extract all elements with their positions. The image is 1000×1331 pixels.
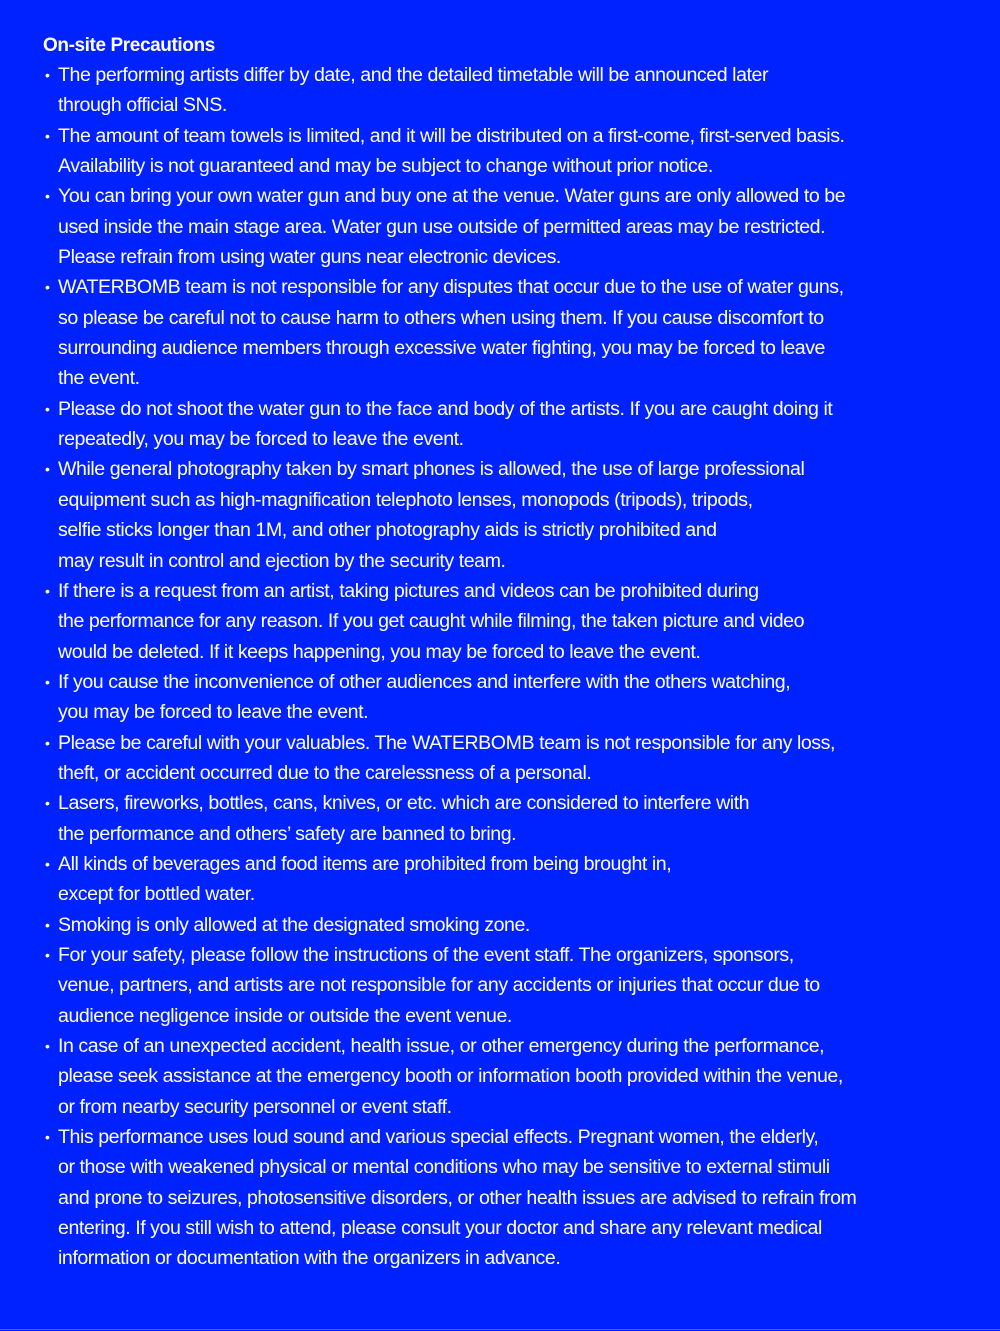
list-item-line: Please refrain from using water guns near electronic devices. (58, 246, 561, 269)
list-item-line: surrounding audience members through excessive water fighting, you may be forced to leave (58, 337, 826, 360)
list-item-line: entering. If you still wish to attend, please consult your doctor and share any relevant medical (58, 1217, 822, 1240)
list-item-line: the performance for any reason. If you get caught while filming, the taken picture and video (58, 610, 805, 633)
bullet-icon: • (45, 400, 50, 417)
list-item-line: would be deleted. If it keeps happening, you may be forced to leave the event. (58, 640, 701, 663)
list-item-line: and prone to seizures, photosensitive disorders, or other health issues are advised to refrain from (58, 1186, 857, 1209)
list-item-line: WATERBOMB team is not responsible for any disputes that occur due to the use of water guns, (58, 276, 844, 299)
bullet-icon: • (45, 916, 50, 933)
list-item-line: While general photography taken by smart phones is allowed, the use of large professional (58, 458, 805, 481)
precautions-section (43, 33, 983, 1274)
list-item-line: Availability is not guaranteed and may be subject to change without prior notice. (58, 155, 713, 178)
list-item-line: For your safety, please follow the instructions of the event staff. The organizers, sponsors, (58, 943, 794, 966)
list-item-line: If you cause the inconvenience of other audiences and interfere with the others watching, (58, 670, 791, 693)
bullet-icon: • (45, 188, 50, 205)
list-item-line: Smoking is only allowed at the designated smoking zone. (58, 913, 530, 936)
bullet-icon: • (45, 946, 50, 963)
list-item (43, 60, 983, 121)
list-item (43, 454, 983, 575)
list-item-line: Lasers, fireworks, bottles, cans, knives, or etc. which are considered to interfere with (58, 792, 750, 815)
list-item (43, 1122, 983, 1274)
list-item (43, 849, 983, 910)
list-item-line: If there is a request from an artist, taking pictures and videos can be prohibited during (58, 579, 759, 602)
bullet-icon: • (45, 582, 50, 599)
list-item-line: the event. (58, 367, 140, 390)
list-item-line: Please be careful with your valuables. The WATERBOMB team is not responsible for any loss, (58, 731, 835, 754)
list-item (43, 1031, 983, 1122)
list-item (43, 910, 983, 940)
list-item-line: All kinds of beverages and food items are prohibited from being brought in, (58, 852, 672, 875)
list-item (43, 728, 983, 789)
list-item-line: please seek assistance at the emergency booth or information booth provided within the venue, (58, 1065, 843, 1088)
list-item-line: The performing artists differ by date, and the detailed timetable will be announced later (58, 64, 769, 86)
list-item (43, 121, 983, 182)
list-item (43, 576, 983, 667)
bullet-icon: • (45, 67, 50, 83)
list-item-line: you may be forced to leave the event. (58, 701, 369, 724)
list-item-line: repeatedly, you may be forced to leave the event. (58, 428, 464, 451)
list-item-line: You can bring your own water gun and buy one at the venue. Water guns are only allowed to be (58, 185, 846, 208)
list-item-line: or from nearby security personnel or event staff. (58, 1095, 452, 1118)
bullet-icon: • (45, 855, 50, 872)
list-item-line: or those with weakened physical or mental conditions who may be sensitive to external stimuli (58, 1156, 830, 1179)
bullet-icon: • (45, 795, 50, 812)
section-title: On-site Precautions (43, 35, 215, 56)
list-item-line: except for bottled water. (58, 883, 255, 906)
list-item-line: This performance uses loud sound and various special effects. Pregnant women, the elderly, (58, 1126, 819, 1149)
list-item (43, 181, 983, 272)
list-item (43, 667, 983, 728)
list-item-line: may result in control and ejection by the security team. (58, 549, 506, 572)
list-item-line: In case of an unexpected accident, health issue, or other emergency during the performance, (58, 1035, 825, 1057)
list-item-line: theft, or accident occurred due to the carelessness of a personal. (58, 761, 592, 784)
list-item-line: audience negligence inside or outside the event venue. (58, 1004, 512, 1027)
bottom-divider (0, 1329, 1000, 1330)
list-item-line: used inside the main stage area. Water gun use outside of permitted areas may be restricted. (58, 215, 826, 238)
bullet-icon: • (45, 279, 50, 296)
list-item (43, 394, 983, 455)
list-item-line: Please do not shoot the water gun to the face and body of the artists. If you are caught doing it (58, 397, 833, 420)
list-item-line: venue, partners, and artists are not responsible for any accidents or injuries that occur due to (58, 974, 820, 997)
list-item (43, 940, 983, 1031)
list-item-line: so please be careful not to cause harm to others when using them. If you cause discomfort to (58, 306, 824, 329)
bullet-icon: • (45, 1129, 50, 1146)
bullet-icon: • (45, 127, 50, 144)
bullet-icon: • (45, 734, 50, 751)
precautions-list (43, 60, 983, 1274)
list-item-line: selfie sticks longer than 1M, and other photography aids is strictly prohibited and (58, 519, 717, 542)
list-item-line: through official SNS. (58, 94, 227, 117)
bullet-icon: • (45, 1038, 50, 1054)
list-item-line: The amount of team towels is limited, and it will be distributed on a first-come, first-served basis. (58, 124, 845, 147)
bullet-icon: • (45, 461, 50, 478)
list-item-line: the performance and others’ safety are banned to bring. (58, 822, 517, 845)
list-item (43, 788, 983, 849)
list-item-line: information or documentation with the organizers in advance. (58, 1247, 561, 1270)
list-item-line: equipment such as high-magnification telephoto lenses, monopods (tripods), tripods, (58, 488, 753, 511)
bullet-icon: • (45, 673, 50, 690)
list-item (43, 272, 983, 393)
